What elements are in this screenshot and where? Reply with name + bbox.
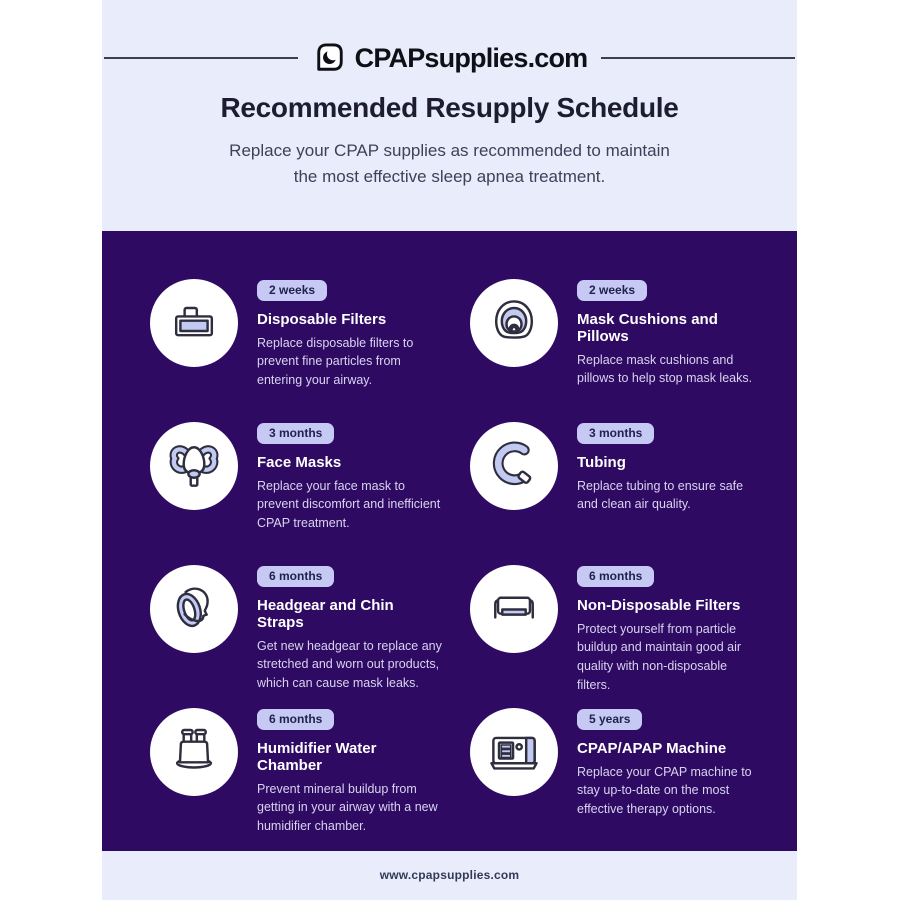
- item-title: Face Masks: [257, 453, 342, 471]
- item-text: [577, 422, 763, 515]
- logo-text: CPAPsupplies.com: [354, 42, 588, 73]
- right-divider-line: [601, 57, 795, 59]
- item-title: Non-Disposable Filters: [577, 596, 741, 614]
- resupply-item-mask-cushions: [470, 279, 797, 422]
- item-title: Humidifier Water Chamber: [257, 739, 377, 774]
- item-title: Tubing: [577, 453, 626, 471]
- interval-badge: 2 weeks: [577, 280, 647, 301]
- interval-badge: 3 months: [577, 423, 654, 444]
- item-title: CPAP/APAP Machine: [577, 739, 727, 757]
- humidifier-chamber-icon: [164, 722, 224, 782]
- mask-cushion-icon: [484, 293, 544, 353]
- resupply-item-headgear: [150, 565, 470, 708]
- item-icon-circle: [150, 708, 238, 796]
- item-description: Get new headgear to replace any stretched and worn out products, which can cause mask leaks.: [257, 638, 442, 691]
- resupply-item-cpap-machine: [470, 708, 797, 851]
- resupply-item-non-disposable-filters: [470, 565, 797, 708]
- resupply-item-face-masks: [150, 422, 470, 565]
- subtitle-line-1: Replace your CPAP supplies as recommended to maintain: [229, 141, 670, 160]
- disposable-filter-icon: [164, 293, 224, 353]
- item-description: Replace tubing to ensure safe and clean air quality.: [577, 478, 744, 512]
- item-icon-circle: [470, 422, 558, 510]
- item-icon-circle: [150, 565, 238, 653]
- item-icon-circle: [150, 422, 238, 510]
- item-icon-circle: [470, 279, 558, 367]
- schedule-grid: [102, 231, 797, 851]
- resupply-item-humidifier-chamber: [150, 708, 470, 851]
- item-description: Prevent mineral buildup from getting in your airway with a new humidifier chamber.: [257, 781, 438, 834]
- item-icon-circle: [150, 279, 238, 367]
- item-text: [257, 708, 443, 836]
- page-title: Recommended Resupply Schedule: [220, 92, 679, 123]
- interval-badge: 5 years: [577, 709, 642, 730]
- item-text: [257, 565, 443, 693]
- resupply-item-tubing: [470, 422, 797, 565]
- item-description: Replace your CPAP machine to stay up-to-date on the most effective therapy options.: [577, 764, 752, 817]
- resupply-item-disposable-filters: [150, 279, 470, 422]
- interval-badge: 6 months: [257, 709, 334, 730]
- cpap-machine-icon: [484, 722, 544, 782]
- interval-badge: 2 weeks: [257, 280, 327, 301]
- interval-badge: 6 months: [257, 566, 334, 587]
- interval-badge: 3 months: [257, 423, 334, 444]
- infographic-page: [102, 0, 797, 900]
- item-text: [577, 708, 763, 819]
- item-description: Protect yourself from particle buildup and maintain good air quality with non-disposable filters.: [577, 621, 742, 692]
- item-description: Replace disposable filters to prevent fine particles from entering your airway.: [257, 335, 414, 388]
- logo-row: [102, 40, 797, 76]
- item-title: Mask Cushions and Pillows: [577, 310, 718, 345]
- page-subtitle: [102, 138, 797, 191]
- item-text: [577, 279, 763, 389]
- subtitle-line-2: the most effective sleep apnea treatment.: [293, 167, 606, 187]
- crescent-moon-bubble-icon: [312, 40, 348, 76]
- item-title: Disposable Filters: [257, 310, 387, 328]
- item-icon-circle: [470, 565, 558, 653]
- logo: [312, 40, 588, 76]
- item-description: Replace your face mask to prevent discomfort and inefficient CPAP treatment.: [257, 478, 441, 531]
- item-icon-circle: [470, 708, 558, 796]
- item-text: [257, 279, 443, 390]
- item-text: [257, 422, 443, 533]
- item-description: Replace mask cushions and pillows to help stop mask leaks.: [577, 352, 753, 386]
- item-title: Headgear and Chin Straps: [257, 596, 394, 631]
- headgear-chin-strap-icon: [164, 579, 224, 639]
- interval-badge: 6 months: [577, 566, 654, 587]
- footer-url: www.cpapsupplies.com: [379, 868, 520, 883]
- item-text: [577, 565, 763, 695]
- header-section: [102, 0, 797, 231]
- face-mask-icon: [164, 436, 224, 496]
- left-divider-line: [104, 57, 298, 59]
- non-disposable-filter-icon: [484, 579, 544, 639]
- tubing-icon: [484, 436, 544, 496]
- footer-section: [102, 851, 797, 900]
